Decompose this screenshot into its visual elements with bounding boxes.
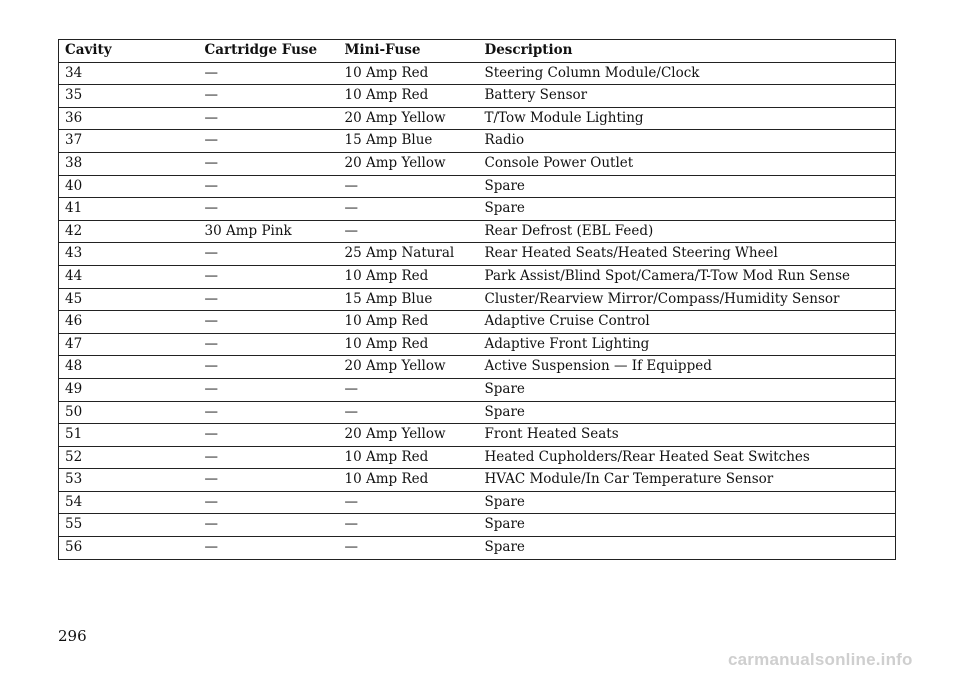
cell-description: Radio [479, 130, 896, 153]
cell-mini-fuse: — [339, 401, 479, 424]
cell-mini-fuse: — [339, 491, 479, 514]
cell-cartridge-fuse: — [199, 311, 339, 334]
table-row [59, 356, 896, 379]
cell-mini-fuse: 15 Amp Blue [339, 130, 479, 153]
cell-cartridge-fuse: — [199, 198, 339, 221]
table-row [59, 378, 896, 401]
cell-mini-fuse: 15 Amp Blue [339, 288, 479, 311]
table-row [59, 537, 896, 560]
cell-description: Adaptive Front Lighting [479, 333, 896, 356]
cell-description: Spare [479, 198, 896, 221]
cell-mini-fuse: — [339, 198, 479, 221]
table-row [59, 243, 896, 266]
table-row [59, 446, 896, 469]
cell-cartridge-fuse: — [199, 152, 339, 175]
table-row [59, 514, 896, 537]
cell-cartridge-fuse: — [199, 446, 339, 469]
cell-cavity: 42 [59, 220, 199, 243]
table-row [59, 130, 896, 153]
cell-description: HVAC Module/In Car Temperature Sensor [479, 469, 896, 492]
table-row [59, 62, 896, 85]
cell-cavity: 48 [59, 356, 199, 379]
table-row [59, 107, 896, 130]
cell-cartridge-fuse: — [199, 537, 339, 560]
cell-cartridge-fuse: — [199, 107, 339, 130]
cell-description: Cluster/Rearview Mirror/Compass/Humidity Sensor [479, 288, 896, 311]
cell-description: Spare [479, 514, 896, 537]
cell-cartridge-fuse: — [199, 130, 339, 153]
table-row [59, 265, 896, 288]
cell-mini-fuse: 20 Amp Yellow [339, 356, 479, 379]
cell-mini-fuse: 10 Amp Red [339, 62, 479, 85]
cell-description: T/Tow Module Lighting [479, 107, 896, 130]
table-row [59, 333, 896, 356]
table-row [59, 311, 896, 334]
cell-cavity: 52 [59, 446, 199, 469]
header-cavity: Cavity [59, 40, 199, 63]
cell-cavity: 44 [59, 265, 199, 288]
cell-cartridge-fuse: — [199, 62, 339, 85]
cell-cavity: 40 [59, 175, 199, 198]
cell-description: Spare [479, 378, 896, 401]
cell-cartridge-fuse: — [199, 85, 339, 108]
cell-description: Adaptive Cruise Control [479, 311, 896, 334]
cell-mini-fuse: 20 Amp Yellow [339, 107, 479, 130]
page-number: 296 [58, 627, 87, 645]
table-row [59, 175, 896, 198]
cell-cartridge-fuse: — [199, 424, 339, 447]
cell-cartridge-fuse: — [199, 356, 339, 379]
cell-mini-fuse: 10 Amp Red [339, 311, 479, 334]
cell-mini-fuse: — [339, 378, 479, 401]
cell-cavity: 51 [59, 424, 199, 447]
cell-cavity: 41 [59, 198, 199, 221]
cell-description: Console Power Outlet [479, 152, 896, 175]
cell-description: Spare [479, 537, 896, 560]
cell-cavity: 43 [59, 243, 199, 266]
cell-cartridge-fuse: — [199, 333, 339, 356]
header-mini-fuse: Mini-Fuse [339, 40, 479, 63]
fuse-table [58, 39, 896, 560]
cell-description: Spare [479, 175, 896, 198]
cell-cartridge-fuse: — [199, 265, 339, 288]
table-row [59, 220, 896, 243]
cell-cavity: 54 [59, 491, 199, 514]
cell-cartridge-fuse: — [199, 243, 339, 266]
cell-cavity: 47 [59, 333, 199, 356]
table-row [59, 152, 896, 175]
cell-cavity: 34 [59, 62, 199, 85]
header-cartridge-fuse: Cartridge Fuse [199, 40, 339, 63]
cell-mini-fuse: 25 Amp Natural [339, 243, 479, 266]
cell-description: Spare [479, 491, 896, 514]
cell-cavity: 50 [59, 401, 199, 424]
table-row [59, 85, 896, 108]
table-row [59, 491, 896, 514]
cell-cavity: 49 [59, 378, 199, 401]
cell-mini-fuse: 20 Amp Yellow [339, 152, 479, 175]
table-row [59, 424, 896, 447]
cell-description: Rear Defrost (EBL Feed) [479, 220, 896, 243]
cell-mini-fuse: 10 Amp Red [339, 85, 479, 108]
cell-description: Steering Column Module/Clock [479, 62, 896, 85]
table-row [59, 198, 896, 221]
cell-cavity: 56 [59, 537, 199, 560]
table-body [59, 62, 896, 559]
header-description: Description [479, 40, 896, 63]
cell-cavity: 46 [59, 311, 199, 334]
cell-description: Heated Cupholders/Rear Heated Seat Switches [479, 446, 896, 469]
cell-description: Park Assist/Blind Spot/Camera/T-Tow Mod Run Sense [479, 265, 896, 288]
cell-mini-fuse: — [339, 514, 479, 537]
cell-cartridge-fuse: 30 Amp Pink [199, 220, 339, 243]
cell-cavity: 55 [59, 514, 199, 537]
cell-mini-fuse: 20 Amp Yellow [339, 424, 479, 447]
table-header-row [59, 40, 896, 63]
cell-description: Active Suspension — If Equipped [479, 356, 896, 379]
cell-cavity: 38 [59, 152, 199, 175]
cell-cartridge-fuse: — [199, 401, 339, 424]
cell-cartridge-fuse: — [199, 175, 339, 198]
table-row [59, 469, 896, 492]
cell-cartridge-fuse: — [199, 378, 339, 401]
cell-mini-fuse: — [339, 175, 479, 198]
cell-mini-fuse: 10 Amp Red [339, 469, 479, 492]
cell-cavity: 35 [59, 85, 199, 108]
watermark: carmanualsonline.info [728, 650, 913, 669]
cell-mini-fuse: 10 Amp Red [339, 265, 479, 288]
cell-description: Rear Heated Seats/Heated Steering Wheel [479, 243, 896, 266]
cell-cartridge-fuse: — [199, 514, 339, 537]
table-row [59, 288, 896, 311]
cell-mini-fuse: — [339, 220, 479, 243]
cell-cavity: 36 [59, 107, 199, 130]
cell-mini-fuse: 10 Amp Red [339, 333, 479, 356]
table-row [59, 401, 896, 424]
cell-cavity: 53 [59, 469, 199, 492]
cell-cartridge-fuse: — [199, 469, 339, 492]
cell-cavity: 45 [59, 288, 199, 311]
cell-mini-fuse: 10 Amp Red [339, 446, 479, 469]
cell-description: Battery Sensor [479, 85, 896, 108]
cell-description: Front Heated Seats [479, 424, 896, 447]
cell-cartridge-fuse: — [199, 288, 339, 311]
cell-description: Spare [479, 401, 896, 424]
cell-mini-fuse: — [339, 537, 479, 560]
cell-cavity: 37 [59, 130, 199, 153]
cell-cartridge-fuse: — [199, 491, 339, 514]
